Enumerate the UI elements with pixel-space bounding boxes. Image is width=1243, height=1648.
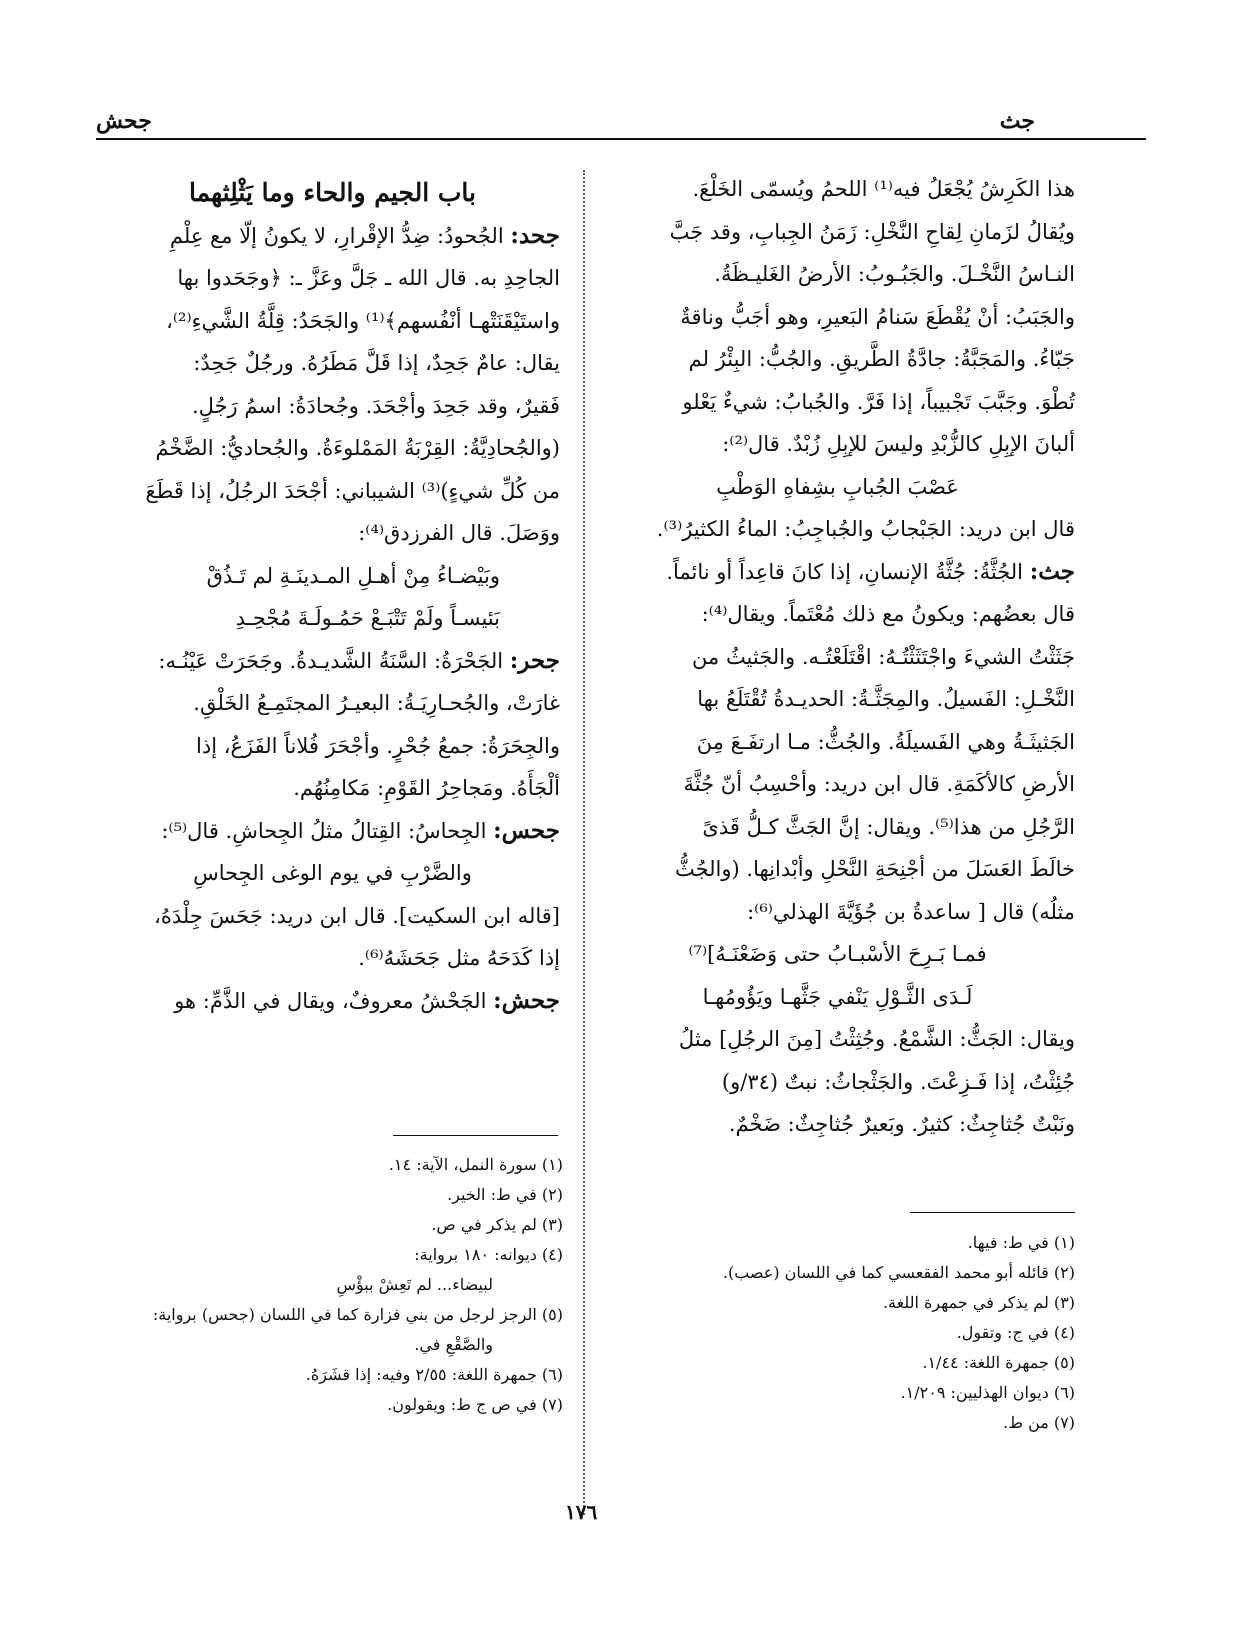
column-divider bbox=[583, 170, 585, 1515]
text-line: الجاحِدِ به. قال الله ـ جَلَّ وعَزَّ ـ: ﴿وجَحَدوا بها bbox=[177, 266, 560, 290]
footnote-rule bbox=[910, 1212, 1075, 1213]
text-line: ألْجَأَهُ. ومَجاحِرُ القَوْمِ: مَكامِنُهُم. bbox=[293, 776, 560, 800]
footnote: (٣) لم يذكر في جمهرة اللغة. bbox=[882, 1293, 1075, 1312]
text-line: والجَبَبُ: أنْ يُقْطَعَ سَنامُ البَعيرِ، وهو أجَبُّ وناقةٌ bbox=[680, 304, 1075, 329]
text-line: الجِحاسُ: القِتالُ مثلُ الجِحاشِ. قال⁽⁵⁾: bbox=[161, 818, 487, 843]
text-line: قال بعضُهم: ويكونُ مع ذلك مُعْتَماً. ويقال⁽⁴⁾: bbox=[701, 602, 1075, 626]
text-line: خالَطَ العَسَلَ من أجْنِحَةِ النَّحْلِ وأبْدانِها. (والجُثُّ bbox=[674, 857, 1075, 881]
entry-jahash bbox=[105, 980, 560, 1023]
text-line: الجُحودُ: ضِدُّ الإقْرارِ، لا يكونُ إلّا مع عِلْمِ bbox=[169, 223, 504, 248]
footnote-verse: والصَّقْعِ في. bbox=[414, 1335, 493, 1354]
running-head-right: جث bbox=[999, 108, 1035, 134]
left-column bbox=[105, 172, 560, 1022]
text-line: الجَثيثَـةُ وهي الفَسيلَةُ. والجُثُّ: مـا ارتفَـعَ مِنَ bbox=[696, 729, 1075, 754]
text-line: الجَحْشُ معروفٌ، ويقال في الذَّمِّ: هو bbox=[174, 988, 487, 1013]
entry-jath bbox=[600, 551, 1075, 594]
verse-line: عَصْبَ الجُبابِ بشِفاهِ الوَطْبِ bbox=[716, 474, 959, 499]
text-line: ويقال: الجَثُّ: الشَّمْعُ. وجُثِثْتُ [مِنَ الرجُلِ] مثلُ bbox=[678, 1027, 1075, 1051]
text-line: يقال: عامٌ جَحِدٌ، إذا قَلَّ مَطَرُهُ. ورجُلٌ جَحِدٌ: bbox=[193, 351, 560, 375]
headword: جحس: bbox=[493, 816, 560, 844]
header-rule bbox=[96, 138, 1146, 140]
text-line: النَّخْـلِ: الفَسيلُ. والمِجَثَّـةُ: الحديـدةُ تُقْتَلَعُ بها bbox=[697, 687, 1075, 711]
verse-line: لَـدَى الثَّـوْلِ يَنْفي جَثَّهـا ويَؤُومُهـا bbox=[702, 984, 973, 1009]
running-head-left: جحش bbox=[96, 108, 152, 134]
section-title: باب الجيم والحاء وما يَثْلِثهما bbox=[189, 178, 476, 207]
footnote: (٢) في ط: الخير. bbox=[447, 1185, 563, 1204]
text-line: مثلُه) قال [ ساعدةُ بن جُؤَيَّةَ الهذلي⁽⁶⁾: bbox=[747, 899, 1075, 924]
text-line: قال ابن دريد: الجَبْجابُ والجُباجِبُ: الماءُ الكثيرُ⁽³⁾. bbox=[656, 517, 1075, 541]
footnote: (٤) في ج: وتقول. bbox=[956, 1323, 1075, 1342]
footnotes-left bbox=[105, 1150, 563, 1420]
text-line: الأرضِ كالأكَمَةِ. قال ابن دريد: وأحْسِبُ أنّ جُثَّةَ bbox=[683, 772, 1075, 796]
footnote-verse: لبيضاء... لم تَعِشْ ببؤْسِ bbox=[336, 1275, 493, 1294]
entry-jahas bbox=[105, 810, 560, 853]
text-line: الرَّجُلِ من هذا⁽⁵⁾. ويقال: إنَّ الجَثَّ كـلُّ قَذىً bbox=[702, 814, 1075, 839]
entry-jahad bbox=[105, 215, 560, 258]
footnote: (٤) ديوانه: ١٨٠ برواية: bbox=[414, 1245, 563, 1264]
entry-jahar bbox=[105, 640, 560, 683]
text-line: فَقيرٌ، وقد جَحِدَ وأجْحَدَ. وجُحادَةُ: اسمُ رَجُلٍ. bbox=[191, 393, 560, 418]
text-line: جُئِثْتُ، إذا فَـزِعْتَ. والجَثْجاثُ: نبتٌ (٣٤/و) bbox=[721, 1069, 1075, 1094]
footnote: (٢) قائله أبو محمد الفقعسي كما في اللسان (عصب). bbox=[722, 1263, 1075, 1282]
footnote: (٥) جمهرة اللغة: ١/٤٤. bbox=[922, 1353, 1075, 1372]
footnotes-right bbox=[600, 1228, 1075, 1438]
text-line: ووَصَلَ. قال الفرزدق⁽⁴⁾: bbox=[358, 521, 560, 545]
footnote: (٦) ديوان الهذليين: ١/٢٠٩. bbox=[900, 1383, 1075, 1402]
footnote: (٦) جمهرة اللغة: ٢/٥٥ وفيه: إذا قشَرَهُ. bbox=[305, 1365, 563, 1384]
text-line: النـاسُ النَّخْـلَ. والجَبُـوبُ: الأرضُ الغَليـظَةُ. bbox=[714, 262, 1075, 286]
text-line: (والجُحادِيَّةُ: القِرْبَةُ المَمْلوءَةُ. والجُحاديُّ: الضَّخْمُ bbox=[155, 436, 560, 460]
text-line: واستَيْقَنَتْهـا أنْفُسهم﴾⁽¹⁾ والجَحَدُ: قِلَّةُ الشَّيءِ⁽²⁾، bbox=[166, 308, 560, 333]
footnote: (٧) من ط. bbox=[1003, 1413, 1075, 1432]
text-line: جَبّاءُ. والمَجَبَّةُ: جادَّةُ الطَّريقِ. والجُبُّ: البِئْرُ لم bbox=[688, 347, 1075, 371]
text-line: تُطْوَ. وجَبَّبَ تَجْبيباً، إذا فَرَّ. والجُبابُ: شيءٌ يَعْلو bbox=[682, 389, 1075, 414]
footnote: (١) في ط: فيها. bbox=[967, 1233, 1075, 1252]
text-line: ويُقالُ لزَمانِ لِقاحِ النَّخْلِ: زَمَنُ الجِبابِ، وقد جَبَّ bbox=[669, 219, 1075, 244]
footnote: (٥) الرجز لرجل من بني فزارة كما في اللسان (جحس) برواية: bbox=[152, 1305, 563, 1324]
headword: جحر: bbox=[509, 646, 560, 674]
footnote-rule bbox=[393, 1135, 558, 1136]
verse-line: والضَّرْبِ في يوم الوغى الجِحاسِ bbox=[193, 861, 472, 885]
text-line: هذا الكَرِشُ يُجْعَلُ فيه⁽¹⁾ اللحمُ ويُسمّى الخَلْعَ. bbox=[692, 177, 1075, 201]
footnote: (٣) لم يذكر في ص. bbox=[431, 1215, 563, 1234]
verse-line: فمـا بَـرِحَ الأسْبـابُ حتى وَضَعْنَـهُ]⁽⁷⁾ bbox=[688, 942, 987, 966]
page-number: ١٧٦ bbox=[565, 1500, 598, 1524]
headword: جحش: bbox=[493, 986, 560, 1014]
text-line: الجَحْرَةُ: السَّنَةُ الشَّديـدةُ. وجَحَرَتْ عَيْنُـه: bbox=[158, 648, 504, 673]
text-line: والجِحَرَةُ: جمعُ جُحْرٍ. وأجْحَرَ فُلاناً الفَزَعُ، إذا bbox=[196, 733, 560, 758]
text-line: إذا كَدَحَهُ مثل جَحَشَهُ⁽⁶⁾. bbox=[358, 946, 560, 970]
right-column bbox=[600, 168, 1075, 1146]
headword: جث: bbox=[1029, 557, 1075, 585]
footnote: (٧) في ص ج ط: ويقولون. bbox=[387, 1395, 563, 1414]
text-line: من كُلِّ شيءٍ)⁽³⁾ الشيباني: أجْحَدَ الرجُلُ، إذا قَطَعَ bbox=[145, 478, 560, 503]
verse-line: بَئيسـاً ولَمْ تَتْبَـعْ حَمُـولَـةَ مُجْحِـدِ bbox=[235, 606, 500, 630]
text-line: ونَبْتٌ جُثاجِثٌ: كثيرٌ. وبَعيرٌ جُثاجِثٌ: ضَخْمٌ. bbox=[728, 1112, 1075, 1136]
text-line: جَثَثْتُ الشيءَ واجْتَثَثْتُـهُ: اقْتَلَعْتُـه. والجَثيثُ من bbox=[692, 644, 1075, 669]
text-line: الجُثَّةُ: جُثَّةُ الإنسانِ، إذا كانَ قاعِداً أو نائماً. bbox=[666, 559, 1024, 584]
footnote: (١) سورة النمل، الآية: ١٤. bbox=[388, 1155, 563, 1174]
headword: جحد: bbox=[510, 221, 560, 249]
verse-line: وبَيْضـاءُ مِنْ أهـلِ المـدينَـةِ لم تَـذُقْ bbox=[206, 563, 500, 588]
text-line: [قاله ابن السكيت]. قال ابن دريد: جَحَسَ جِلْدَهُ، bbox=[154, 903, 560, 928]
text-line: ألبانَ الإبِلِ كالزُّبْدِ وليسَ للإبِلِ زُبْدٌ. قال⁽²⁾: bbox=[722, 432, 1075, 456]
text-line: غارَتْ، والجُحـارِيَـةُ: البعيـرُ المجتَمِـعُ الخَلْقِ. bbox=[193, 691, 560, 715]
